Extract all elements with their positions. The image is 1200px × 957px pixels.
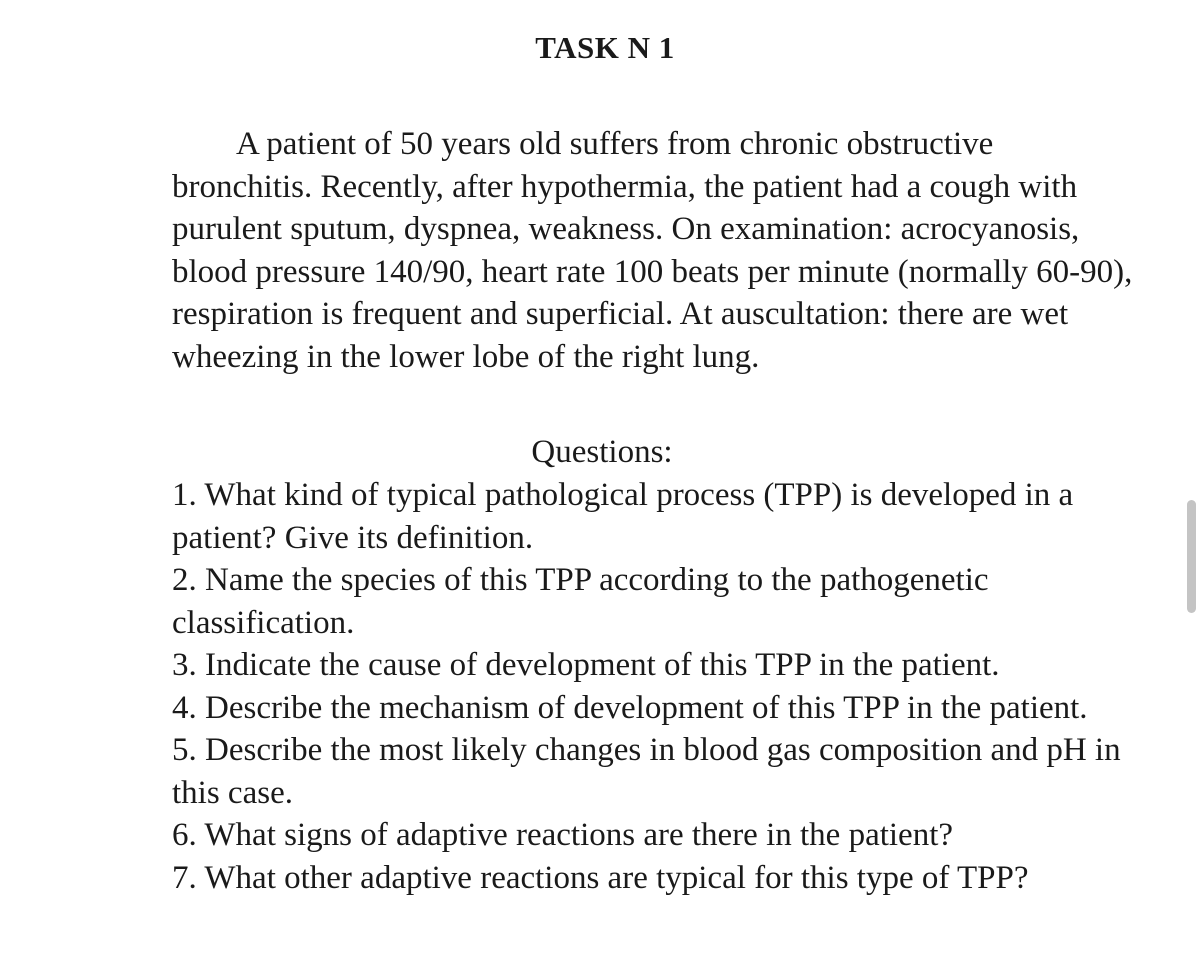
question-item: 3. Indicate the cause of development of this TPP in the patient. xyxy=(172,647,1000,683)
question-item: 4. Describe the mechanism of development of this TPP in the patient. xyxy=(172,689,1088,726)
task-title: TASK N 1 xyxy=(535,30,675,65)
case-paragraph: A patient of 50 years old suffers from chronic obstructive bronchitis. Recently, after hypothermia, the patient had a cough with purulent sputum, dyspnea, weakness. On examination: acrocyanosis, blood pressure 140/90, heart rate 100 beats per minute (normally 60-90), respiration is frequent and superficial. At auscultation: there are wet wheezing in the lower lobe of the right lung. xyxy=(172,126,1133,375)
question-item: 5. Describe the most likely changes in blood gas composition and pH in this case. xyxy=(172,732,1121,811)
case-description xyxy=(172,123,1140,378)
questions-heading: Questions: xyxy=(531,434,673,470)
question-item: 1. What kind of typical pathological process (TPP) is developed in a patient? Give its definition. xyxy=(172,477,1074,556)
question-item: 6. What signs of adaptive reactions are there in the patient? xyxy=(172,817,954,853)
scrollbar-thumb[interactable] xyxy=(1187,500,1196,613)
question-item: 2. Name the species of this TPP according to the pathogenetic classification. xyxy=(172,562,989,641)
question-item: 7. What other adaptive reactions are typical for this type of TPP? xyxy=(172,859,1029,896)
questions-list xyxy=(172,474,1140,899)
